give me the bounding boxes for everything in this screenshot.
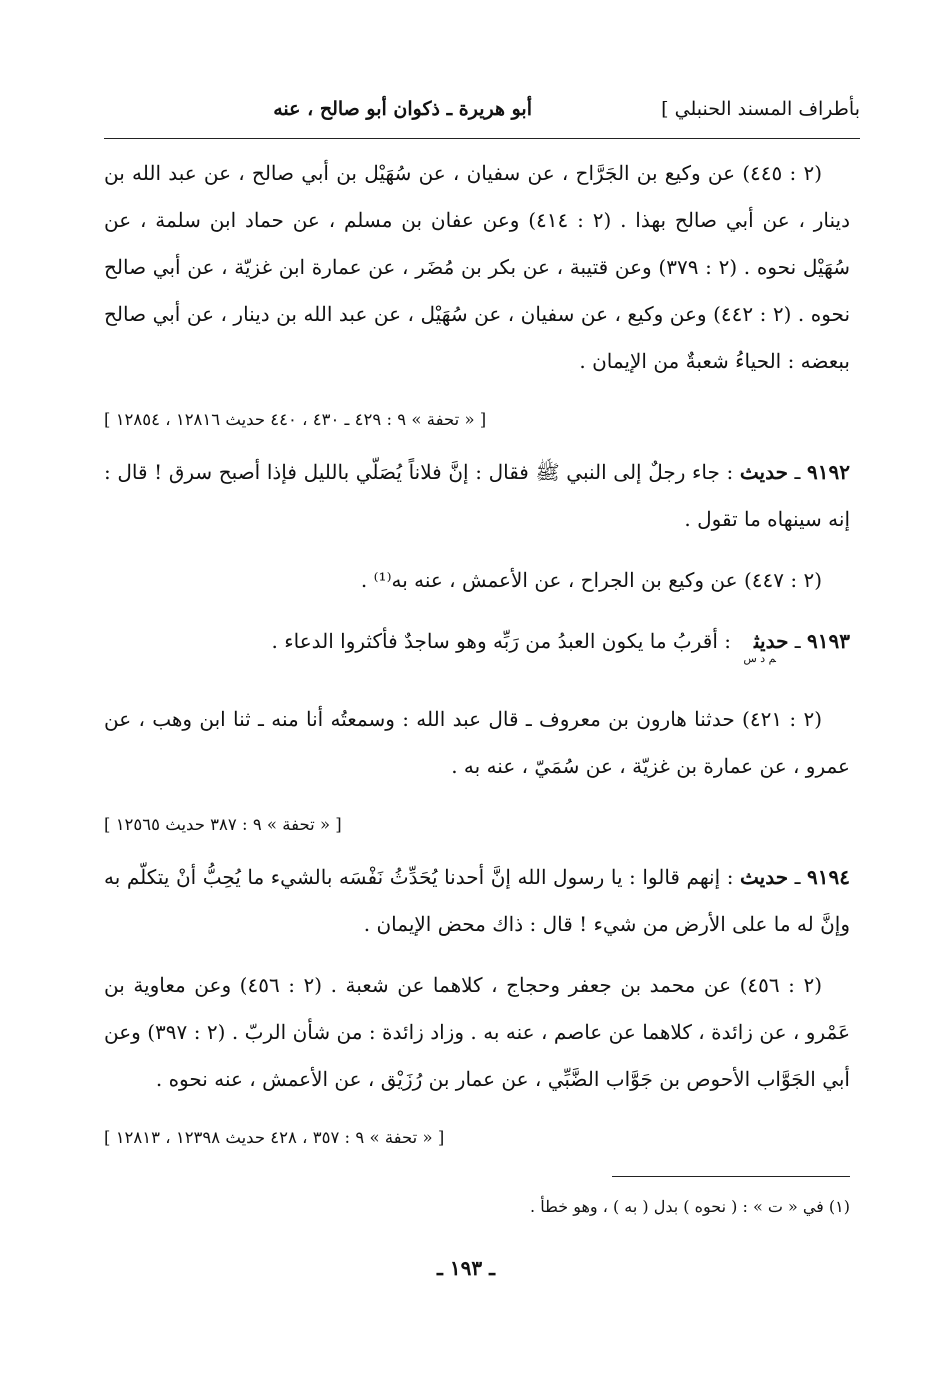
isnad-paragraph: (٢ : ٤٤٧) عن وكيع بن الجراح ، عن الأعمش ، عنه به⁽¹⁾ .: [360, 568, 822, 592]
hadith-text: : أقربُ ما يكون العبدُ من رَبِّه وهو ساجدٌ فأكثروا الدعاء .: [271, 629, 731, 653]
page-body: [104, 150, 850, 1153]
footnote: (١) في « ت » : ( نحوه ) بدل ( به ) ، وهو خطأ .: [530, 1197, 850, 1216]
hadith-number: ٩١٩٣: [807, 629, 850, 653]
running-header: [104, 98, 860, 134]
hadith-number: ٩١٩٤: [807, 865, 851, 889]
isnad-paragraph: (٢ : ٤٥٦) عن محمد بن جعفر وحجاج ، كلاهما عن شعبة . (٢ : ٤٥٦) وعن معاوية بن عَمْرو ، عن زائدة ، كلاهما عن عاصم ، عنه به . وزاد زائدة : من شأن الربّ . (٢ : ٣٩٧) وعن أبي الجَوَّاب الأحوص بن جَوَّاب الضَّبِّي ، عن عمار بن رُزَيْق ، عن الأعمش ، عنه نحوه .: [104, 973, 851, 1091]
hadith-label: حديث: [739, 460, 788, 484]
collection-symbols: م د س: [743, 652, 776, 665]
tuhfa-reference: [ « تحفة » ٩ : ٣٨٧ حديث ١٢٥٦٥ ]: [104, 815, 342, 834]
isnad-paragraph: (٢ : ٤٤٥) عن وكيع بن الجَرَّاح ، عن سفيان ، عن سُهَيْل بن أبي صالح ، عن عبد الله بن دينار ، عن أبي صالح بهذا . (٢ : ٤١٤) وعن عفان بن مسلم ، عن حماد ابن سلمة ، عن سُهَيْل نحوه . (٢ : ٣٧٩) وعن قتيبة ، عن بكر بن مُضَر ، عن عمارة ابن غزيّة ، عن أبي صالح نحوه . (٢ : ٤٤٢) وعن وكيع ، عن سفيان ، عن سُهَيْل ، عن عبد الله بن دينار ، عن أبي صالح ببعضه : الحياءُ شعبةٌ من الإيمان .: [104, 161, 851, 373]
hadith-9194: ٩١٩٤ ـ حديث : إنهم قالوا : يا رسول الله إنَّ أحدنا يُحَدِّثُ نَفْسَه بالشيء ما يُحِبُّ أنْ يتكلّم به وإنَّ له ما على الأرض من شيء ! قال : ذاك محض الإيمان .: [104, 865, 851, 936]
hadith-label: حديث: [753, 629, 789, 653]
hadith-text: : إنهم قالوا : يا رسول الله إنَّ أحدنا يُحَدِّثُ نَفْسَه بالشيء ما يُحِبُّ أنْ يتكلّم به وإنَّ له ما على الأرض من شيء ! قال : ذاك محض الإيمان .: [104, 865, 850, 936]
book-title: بأطراف المسند الحنبلي ]: [661, 98, 860, 120]
tuhfa-reference: [ « تحفة » ٩ : ٤٢٩ ـ ٤٣٠ ، ٤٤٠ حديث ١٢٨١٦ ، ١٢٨٥٤ ]: [104, 410, 487, 429]
hadith-label: حديث: [740, 865, 789, 889]
chapter-title: أبو هريرة ـ ذكوان أبو صالح ، عنه: [273, 98, 532, 120]
tuhfa-reference: [ « تحفة » ٩ : ٣٥٧ ، ٤٢٨ حديث ١٢٣٩٨ ، ١٢٨١٣ ]: [104, 1128, 445, 1147]
page-number: ـ ١٩٣ ـ: [437, 1256, 495, 1280]
hadith-number: ٩١٩٢: [807, 460, 851, 484]
hadith-text: : جاء رجلٌ إلى النبي ﷺ فقال : إنَّ فلاناً يُصَلّي بالليل فإذا أصبح سرق ! قال : إنه سينهاه ما تقول .: [104, 460, 850, 531]
header-divider: [104, 138, 860, 139]
hadith-9192: ٩١٩٢ ـ حديث : جاء رجلٌ إلى النبي ﷺ فقال : إنَّ فلاناً يُصَلّي بالليل فإذا أصبح سرق ! قال : إنه سينهاه ما تقول .: [104, 460, 851, 531]
isnad-paragraph: (٢ : ٤٢١) حدثنا هارون بن معروف ـ قال عبد الله : وسمعتُه أنا منه ـ ثنا ابن وهب ، عن عمرو ، عن عمارة بن غزيّة ، عن سُمَيّ ، عنه به .: [104, 707, 850, 778]
footnote-divider: [612, 1176, 850, 1177]
hadith-9193: ٩١٩٣ ـ حديث$_{م د س}$ : أقربُ ما يكون العبدُ من رَبِّه وهو ساجدٌ فأكثروا الدعاء .: [271, 629, 850, 665]
